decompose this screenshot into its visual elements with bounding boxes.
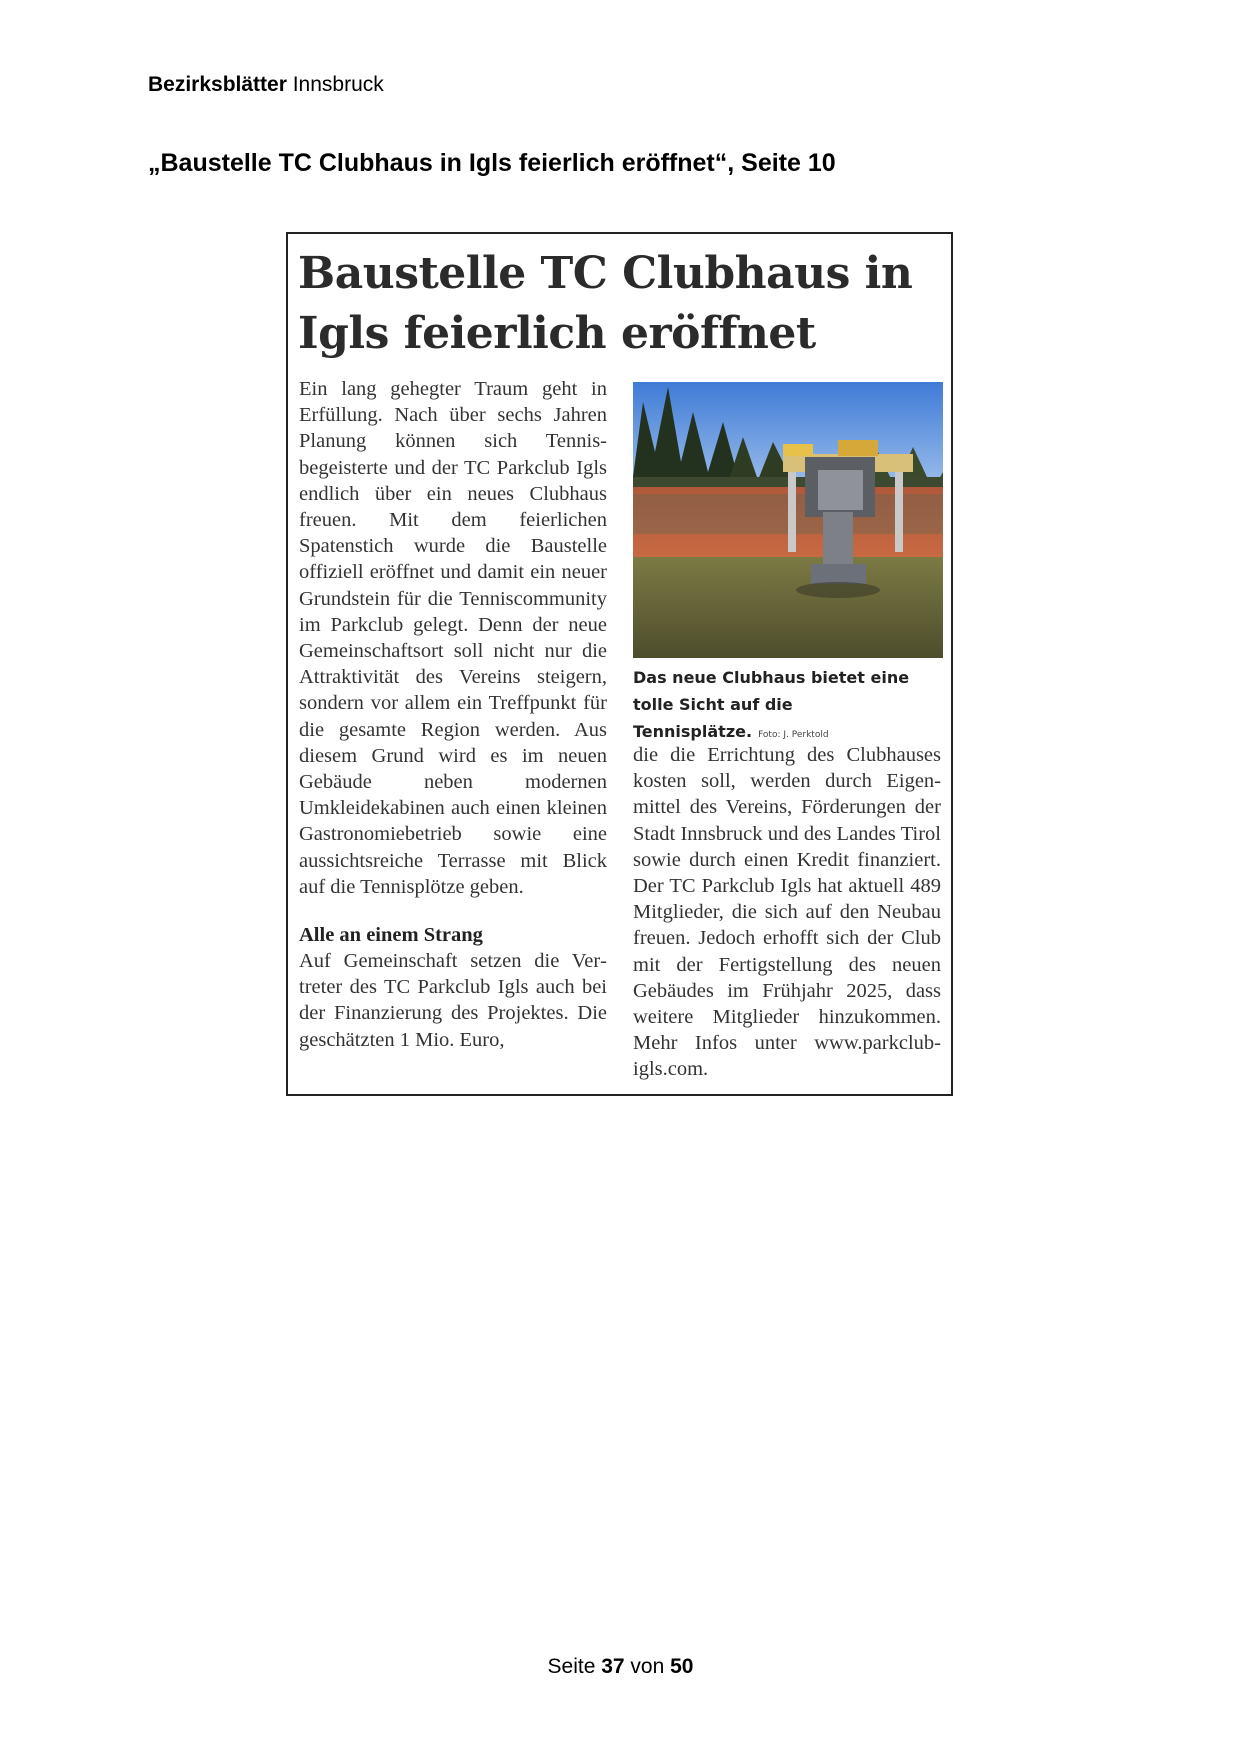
article-subheading: Alle an einem Strang [299, 924, 483, 947]
article-column-left [299, 376, 607, 1053]
article-photo [633, 382, 943, 658]
article-paragraph-2-end: die die Errichtung des Clubhauses kosten soll, werden durch Eigenmittel des Vereins, Förderungen der Stadt Innsbruck und des Landes Tirol sowie durch einen Kredit finanziert. Der TC Parkclub Igls hat aktuell 489 Mitglieder, die sich auf den Neubau freuen. Jedoch erhofft sich der Club mit der Fertigstellung des neuen Gebäudes im Frühjahr 2025, dass weitere Mitglieder hinzukommen. Mehr Infos unter www.parkclub-igls.com. [633, 744, 941, 1081]
publication-name-city: Innsbruck [286, 73, 384, 96]
page-mid: von [624, 1655, 671, 1678]
article-headline: Baustelle TC Clubhaus in Igls feierlich eröffnet [298, 248, 913, 359]
photo-credit: Foto: J. Perktold [758, 730, 829, 740]
page-footer [0, 1655, 1241, 1679]
article-column-right [633, 742, 941, 1083]
article-paragraph-2-start: Auf Gemeinschaft setzen die Vertreter des TC Parkclub Igls auch bei der Finanzierung des Projektes. Die geschätzten 1 Mio. Euro, [299, 950, 607, 1051]
publication-name [148, 73, 384, 97]
page-number-current: 37 [601, 1655, 625, 1678]
page-prefix: Seite [547, 1655, 602, 1678]
article-paragraph-1: Ein lang gehegter Traum geht in Erfüllung. Nach über sechs Jahren Planung können sich Tennisbegeisterte und der TC Parkclub Igls endlich über ein neues Clubhaus freuen. Mit dem feierlichen Spatenstich wurde die Baustelle offiziell eröffnet und damit ein neuer Grundstein für die Tenniscommunity im Parkclub gelegt. Denn der neue Gemeinschaftsort soll nicht nur die Attraktivität des Vereins steigern, sondern vor allem ein Treffpunkt für die gesamte Region werden. Aus diesem Grund wird es im neuen Gebäude neben modernen Umkleidekabinen auch einen kleinen Gastronomiebetrieb sowie eine aussichtsreiche Terrasse mit Blick auf die Tennisplötze geben. [299, 378, 607, 898]
page-number-total: 50 [670, 1655, 694, 1678]
publication-name-bold: Bezirksblätter [148, 73, 287, 96]
newspaper-clipping [286, 232, 953, 1096]
photo-caption [633, 664, 945, 749]
clipping-title: „Baustelle TC Clubhaus in Igls feierlich eröffnet“, Seite 10 [148, 149, 836, 177]
photo-caption-text: Das neue Clubhaus bietet eine tolle Sicht auf die Tennisplätze. [633, 668, 910, 741]
